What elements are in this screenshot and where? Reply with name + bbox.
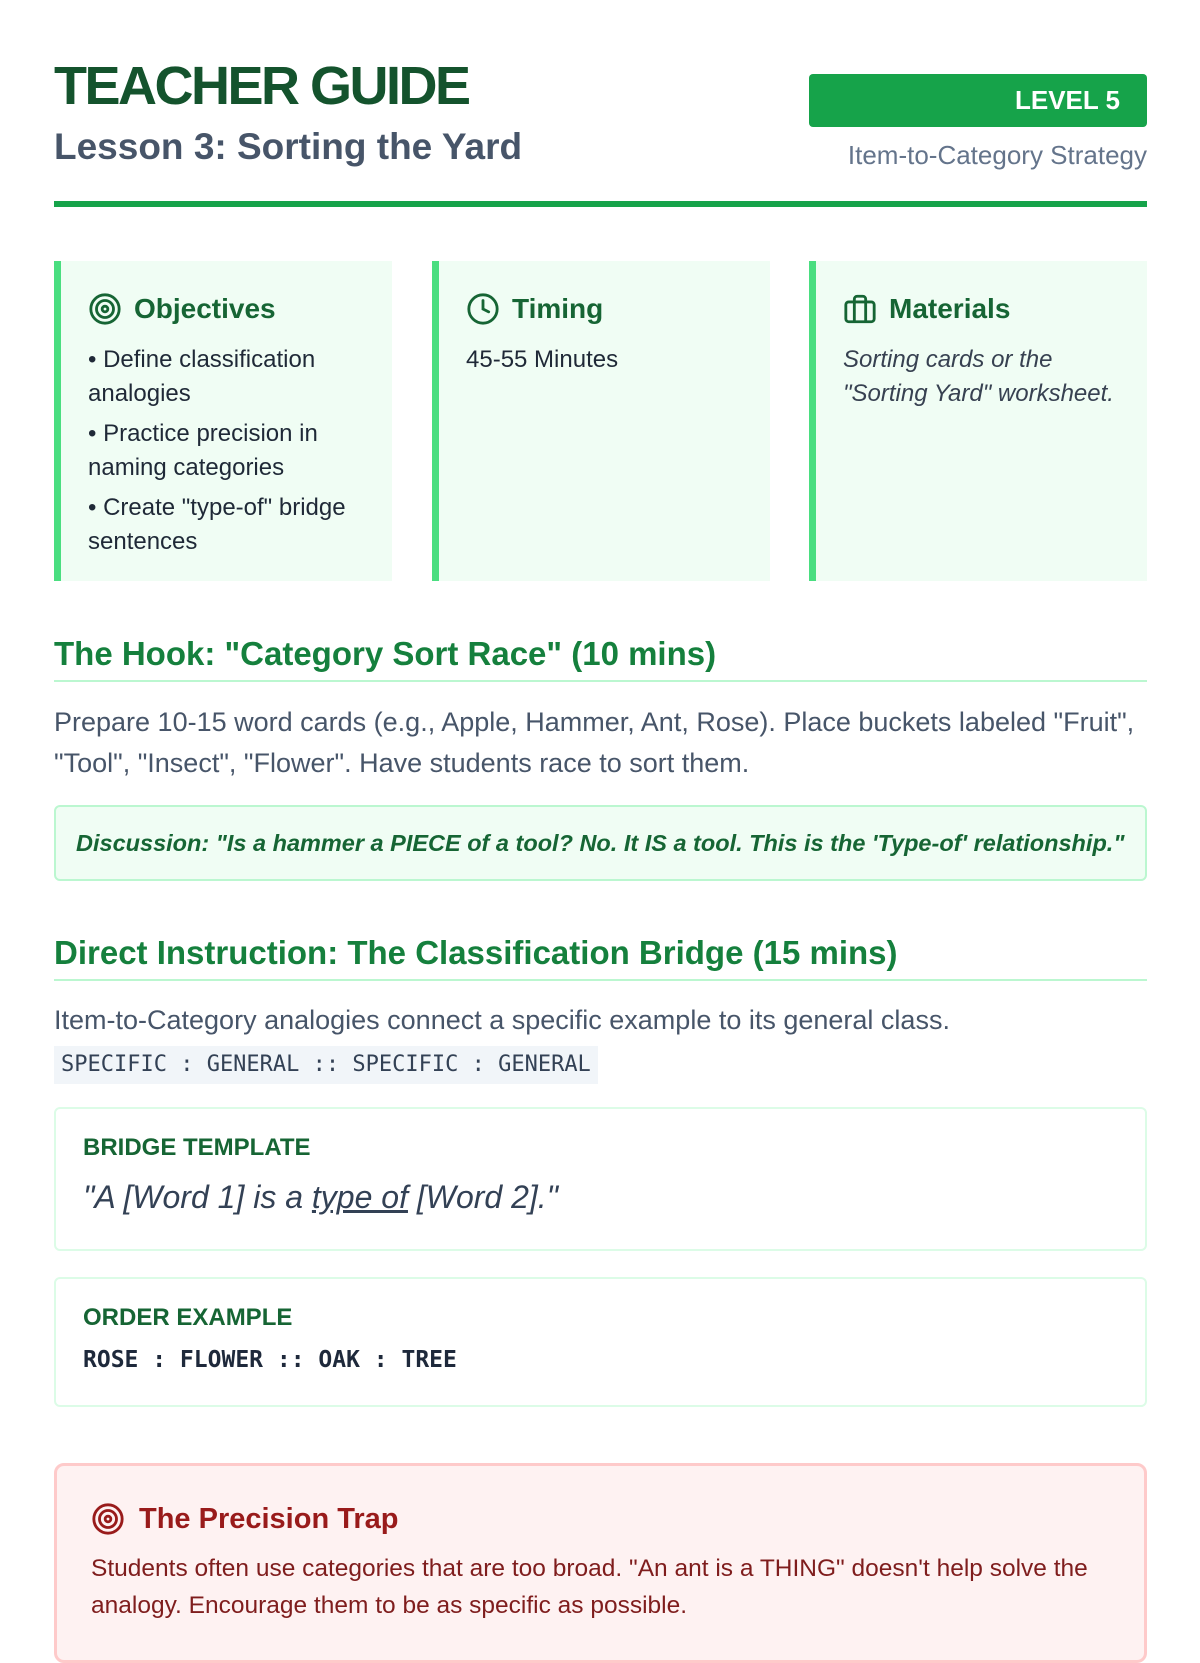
strategy-subtitle: Item-to-Category Strategy [847, 140, 1147, 170]
materials-text: Sorting cards or the "Sorting Yard" worksheet. [843, 346, 1114, 407]
header-divider [54, 201, 1147, 207]
timing-value: 45-55 Minutes [466, 346, 619, 373]
bridge-text-after: [Word 2]." [407, 1179, 559, 1215]
target-icon [88, 292, 122, 326]
bridge-template-card [54, 1107, 1147, 1251]
objectives-list [88, 343, 372, 559]
timing-card [432, 261, 770, 581]
hook-heading: The Hook: "Category Sort Race" (10 mins) [54, 632, 1147, 682]
trap-text: Students often use categories that are too broad. "An ant is a THING" doesn't help solve the analogy. Encourage them to be as specific as possible. [91, 1555, 1088, 1619]
teacher-guide-page [54, 0, 1147, 1619]
analogy-formula: SPECIFIC : GENERAL :: SPECIFIC : GENERAL [54, 1046, 598, 1084]
lesson-title: Lesson 3: Sorting the Yard [54, 126, 523, 167]
briefcase-icon [843, 292, 877, 326]
bridge-text-before: "A [Word 1] is a [83, 1179, 312, 1215]
objectives-title: Objectives [134, 293, 276, 324]
instruction-body: Item-to-Category analogies connect a specific example to its general class. [54, 1005, 950, 1035]
bridge-text-underline: type of [311, 1179, 408, 1215]
order-example-text: ROSE : FLOWER :: OAK : TREE [83, 1347, 457, 1373]
instruction-heading: Direct Instruction: The Classification Bridge (15 mins) [54, 931, 1147, 981]
bridge-template-label: BRIDGE TEMPLATE [83, 1134, 311, 1161]
trap-title: The Precision Trap [139, 1502, 399, 1535]
objective-item: • Define classification analogies [88, 343, 372, 411]
objective-item: • Practice precision in naming categories [88, 417, 372, 485]
hook-body: Prepare 10-15 word cards (e.g., Apple, Hammer, Ant, Rose). Place buckets labeled "Fruit", "Tool", "Insect", "Flower". Have students race to sort them. [54, 707, 1135, 778]
discussion-callout: Discussion: "Is a hammer a PIECE of a tool? No. It IS a tool. This is the 'Type-of' relationship." [54, 805, 1147, 881]
objectives-card [54, 261, 392, 581]
order-example-label: ORDER EXAMPLE [83, 1304, 293, 1331]
bridge-template-text [83, 1177, 1118, 1217]
clock-icon [466, 292, 500, 326]
objective-item: • Create "type-of" bridge sentences [88, 491, 372, 559]
header [54, 0, 1147, 208]
timing-title: Timing [512, 293, 604, 324]
materials-title: Materials [889, 293, 1011, 324]
info-cards [54, 261, 1147, 581]
precision-trap-callout [54, 1463, 1147, 1663]
target-icon [91, 1502, 125, 1536]
materials-card [809, 261, 1147, 581]
guide-title: TEACHER GUIDE [54, 56, 469, 116]
level-badge: LEVEL 5 [809, 74, 1147, 127]
order-example-card [54, 1277, 1147, 1407]
